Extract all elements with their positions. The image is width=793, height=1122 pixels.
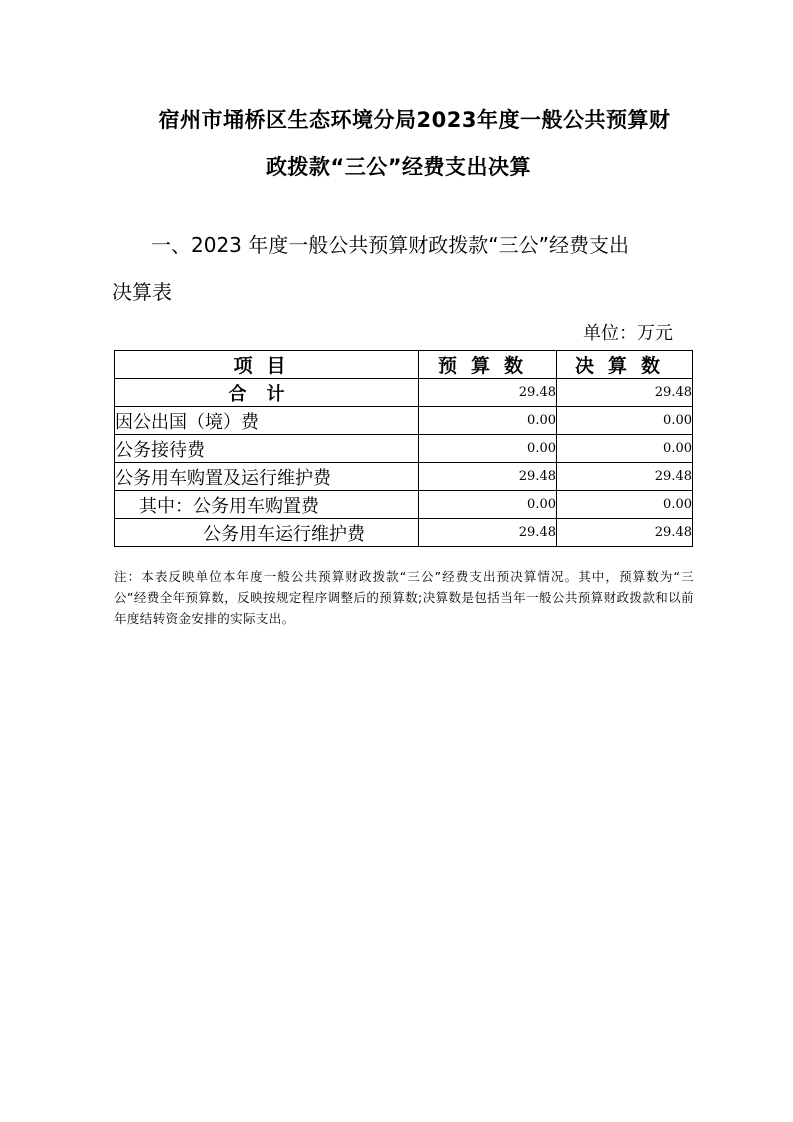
row-item-label: 公务用车购置及运行维护费	[115, 463, 419, 491]
row-budget-value: 0.00	[419, 407, 557, 435]
row-item-label: 公务用车运行维护费	[115, 519, 419, 547]
table-row	[115, 491, 693, 519]
row-item-label: 因公出国（境）费	[115, 407, 419, 435]
row-actual-value: 0.00	[557, 491, 693, 519]
document-title-line-1: 宿州市埇桥区生态环境分局2023年度一般公共预算财	[158, 108, 671, 132]
table-header-row	[115, 351, 693, 379]
row-actual-value: 29.48	[557, 463, 693, 491]
unit-label: 单位：万元	[583, 323, 673, 344]
table-row	[115, 463, 693, 491]
header-item: 项目	[115, 351, 419, 379]
row-actual-value: 29.48	[557, 519, 693, 547]
table-row	[115, 435, 693, 463]
section-heading-line-2: 决算表	[112, 280, 172, 304]
row-item-label: 合计	[115, 379, 419, 407]
section-heading-line-1: 一、2023 年度一般公共预算财政拨款“三公”经费支出	[151, 233, 629, 257]
row-budget-value: 29.48	[419, 463, 557, 491]
table-row	[115, 519, 693, 547]
row-budget-value: 29.48	[419, 379, 557, 407]
header-budget: 预算数	[419, 351, 557, 379]
table-row	[115, 407, 693, 435]
section-heading	[112, 222, 680, 316]
row-actual-value: 0.00	[557, 407, 693, 435]
row-budget-value: 0.00	[419, 435, 557, 463]
row-actual-value: 29.48	[557, 379, 693, 407]
table-footnote: 注：本表反映单位本年度一般公共预算财政拨款“三公”经费支出预决算情况。其中，预算数为“三公”经费全年预算数，反映按规定程序调整后的预算数;决算数是包括当年一般公共预算财政拨款和以前年度结转资金安排的实际支出。	[114, 569, 694, 626]
row-budget-value: 29.48	[419, 519, 557, 547]
table-row	[115, 379, 693, 407]
expense-table	[114, 350, 693, 547]
document-title-line-2: 政拨款“三公”经费支出决算	[265, 155, 532, 179]
row-item-label: 公务接待费	[115, 435, 419, 463]
row-budget-value: 0.00	[419, 491, 557, 519]
row-actual-value: 0.00	[557, 435, 693, 463]
row-item-label: 其中：公务用车购置费	[115, 491, 419, 519]
header-actual: 决算数	[557, 351, 693, 379]
